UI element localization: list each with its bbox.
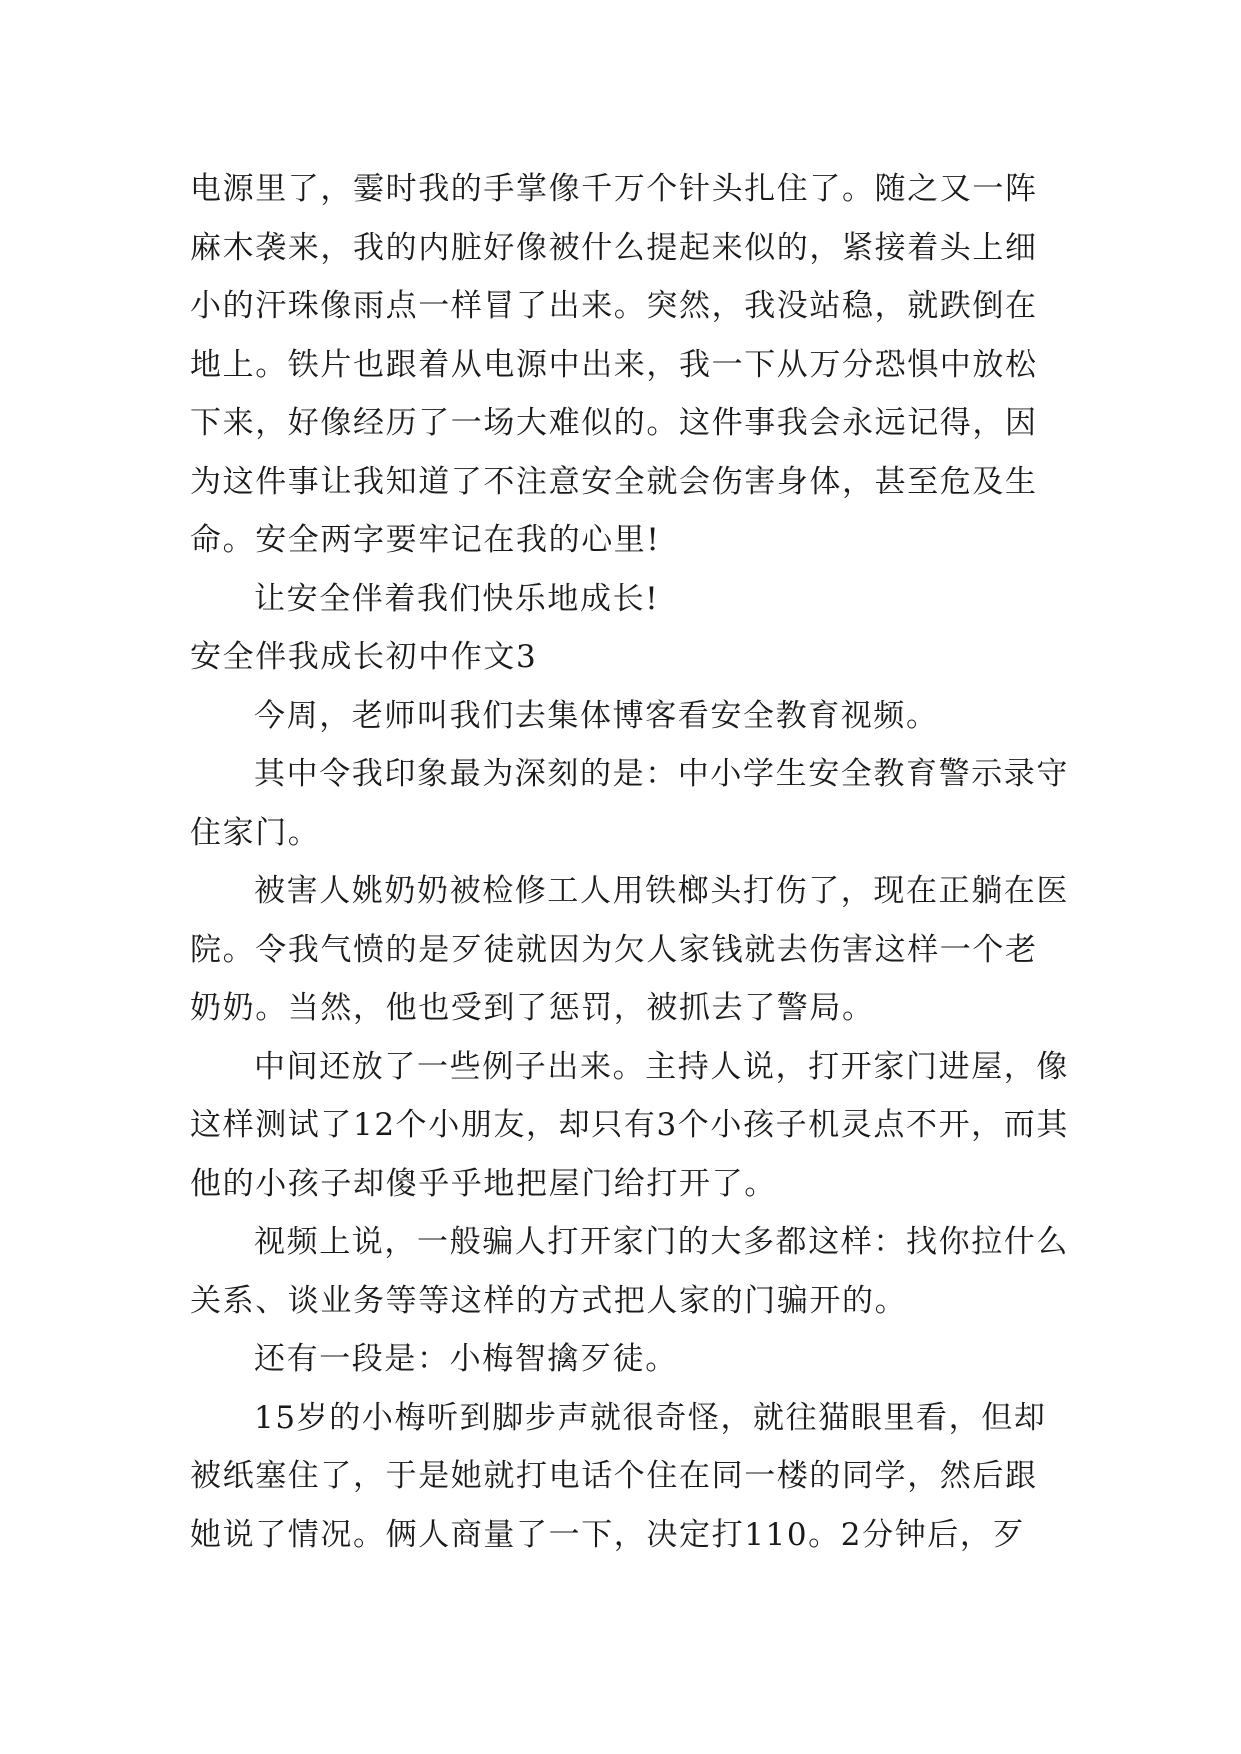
section-title: 安全伴我成长初中作文3 (190, 639, 538, 675)
section-paragraph-2: 其中令我印象最为深刻的是：中小学生安全教育警示录守住家门。 (190, 756, 1069, 851)
paragraph-continued: 电源里了，霎时我的手掌像千万个针头扎住了。随之又一阵麻木袭来，我的内脏好像被什么提起来似的，紧接着头上细小的汗珠像雨点一样冒了出来。突然，我没站稳，就跌倒在地上。铁片也跟着从电源中出来，我一下从万分恐惧中放松下来，好像经历了一场大难似的。这件事我会永远记得，因为这件事让我知道了不注意安全就会伤害身体，甚至危及生命。安全两字要牢记在我的心里! (190, 171, 1038, 558)
paragraph-closing: 让安全伴着我们快乐地成长! (254, 580, 660, 617)
section-paragraph-6: 还有一段是：小梅智擒歹徒。 (254, 1341, 678, 1377)
section-paragraph-1: 今周，老师叫我们去集体博客看安全教育视频。 (254, 697, 939, 734)
section-paragraph-4: 中间还放了一些例子出来。主持人说，打开家门进屋，像这样测试了12个小朋友，却只有3个小孩子机灵点不开，而其他的小孩子却傻乎乎地把屋门给打开了。 (190, 1048, 1069, 1202)
section-paragraph-5: 视频上说，一般骗人打开家门的大多都这样：找你拉什么关系、谈业务等等这样的方式把人家的门骗开的。 (190, 1224, 1069, 1319)
document-body (190, 160, 1070, 1564)
section-paragraph-3: 被害人姚奶奶被检修工人用铁榔头打伤了，现在正躺在医院。令我气愤的是歹徒就因为欠人家钱就去伤害这样一个老奶奶。当然，他也受到了惩罚，被抓去了警局。 (190, 873, 1069, 1026)
section-paragraph-7: 15岁的小梅听到脚步声就很奇怪，就往猫眼里看，但却被纸塞住了，于是她就打电话个住在同一楼的同学，然后跟她说了情况。俩人商量了一下，决定打110。2分钟后，歹 (190, 1399, 1047, 1553)
